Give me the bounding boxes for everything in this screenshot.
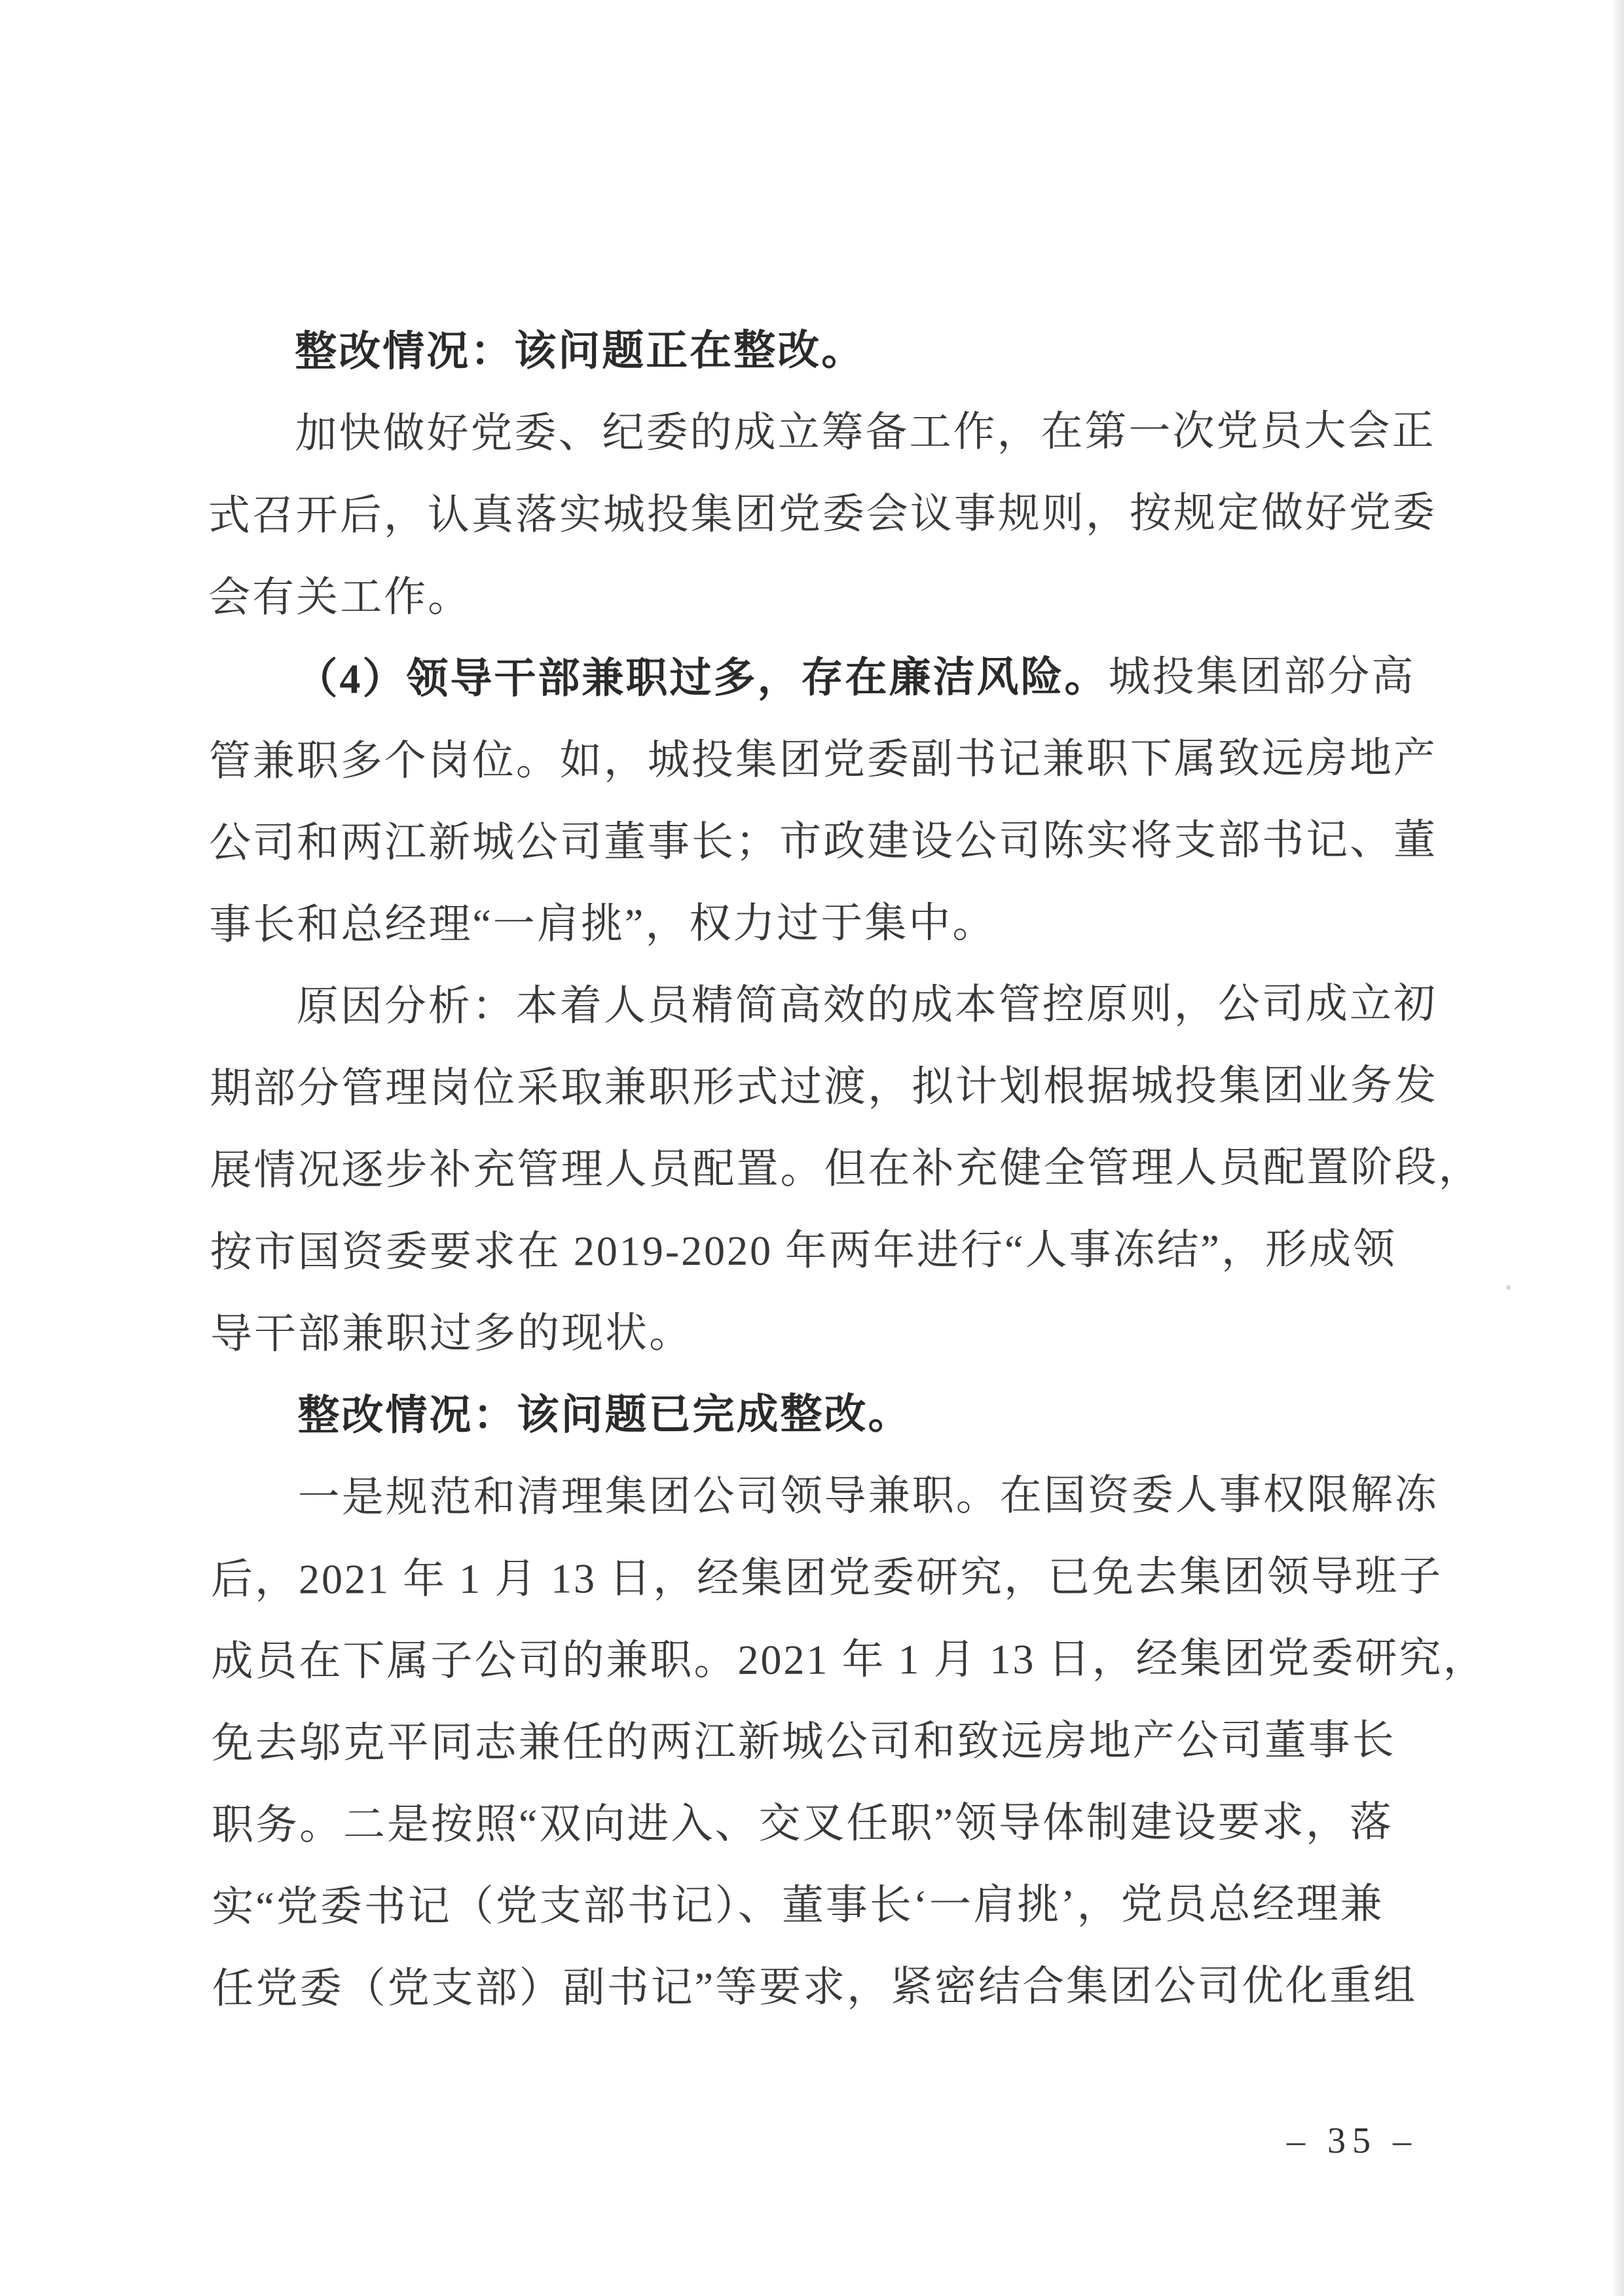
text-line: 展情况逐步补充管理人员配置。但在补充健全管理人员配置阶段，	[210, 1143, 1483, 1194]
text-line: 实“党委书记（党支部书记）、董事长‘一肩挑’，党员总经理兼	[212, 1880, 1384, 1930]
text-line: （4）领导干部兼职过多，存在廉洁风险。城投集团部分高	[295, 653, 1416, 702]
text-line-bold-segment: （4）领导干部兼职过多，存在廉洁风险。	[295, 653, 1109, 702]
text-line: 整改情况：该问题正在整改。	[295, 327, 866, 375]
text-line: 一是规范和清理集团公司领导兼职。在国资委人事权限解冻	[297, 1471, 1439, 1521]
text-line: 导干部兼职过多的现状。	[210, 1309, 693, 1357]
scan-speck	[1506, 1285, 1511, 1290]
text-line: 事长和总经理“一肩挑”，权力过于集中。	[209, 899, 997, 948]
text-line: 后，2021 年 1 月 13 日，经集团党委研究，已免去集团领导班子	[210, 1553, 1443, 1603]
text-line: 式召开后，认真落实城投集团党委会议事规则，按规定做好党委	[208, 489, 1437, 539]
text-line: 管兼职多个岗位。如，城投集团党委副书记兼职下属致远房地产	[208, 735, 1437, 784]
text-line: 按市国资委要求在 2019-2020 年两年进行“人事冻结”，形成领	[210, 1226, 1397, 1275]
document-body	[208, 308, 1487, 2030]
text-line: 免去邬克平同志兼任的两江新城公司和致远房地产公司董事长	[211, 1717, 1396, 1766]
text-line: 原因分析：本着人员精简高效的成本管控原则，公司成立初	[296, 980, 1437, 1030]
page-number: – 35 –	[1287, 2121, 1418, 2161]
text-line: 加快做好党委、纪委的成立筹备工作，在第一次党员大会正	[295, 407, 1436, 457]
text-line: 整改情况：该问题已完成整改。	[297, 1391, 912, 1439]
text-line: 任党委（党支部）副书记”等要求，紧密结合集团公司优化重组	[212, 1962, 1418, 2012]
text-line: 职务。二是按照“双向进入、交叉任职”领导体制建设要求，落	[211, 1798, 1393, 1848]
text-line: 会有关工作。	[208, 573, 472, 621]
text-line: 成员在下属子公司的兼职。2021 年 1 月 13 日，经集团党委研究，	[211, 1634, 1487, 1685]
text-line: 期部分管理岗位采取兼职形式过渡，拟计划根据城投集团业务发	[210, 1062, 1439, 1112]
scan-edge-shadow	[1611, 0, 1624, 2296]
text-line: 公司和两江新城公司董事长；市政建设公司陈实将支部书记、董	[209, 816, 1438, 866]
